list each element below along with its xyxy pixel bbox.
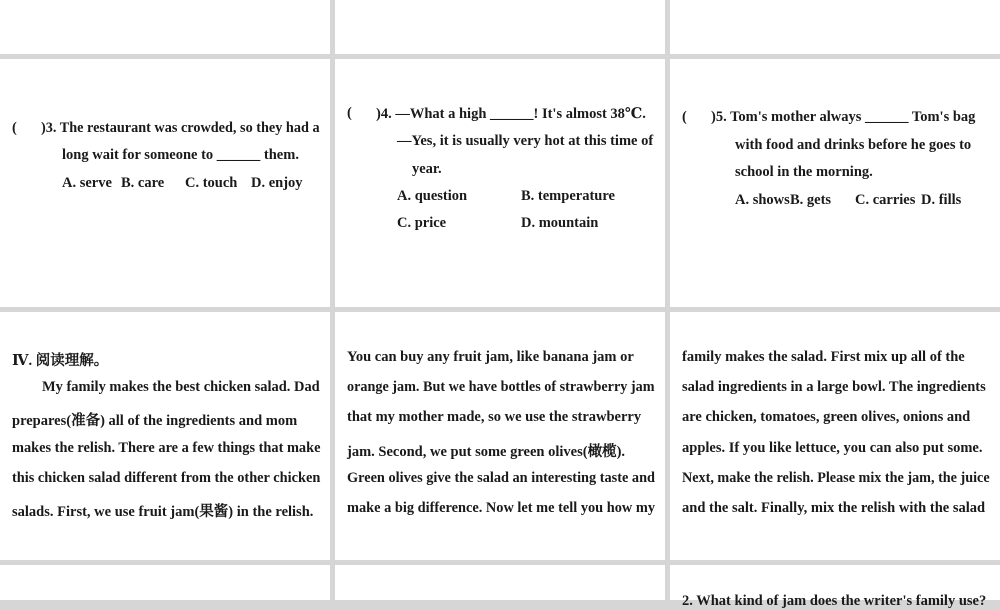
passage-line: Next, make the relish. Please mix the jam, the juice bbox=[682, 470, 990, 486]
answer-bracket[interactable]: ( bbox=[682, 109, 687, 125]
question-stem: )3. The restaurant was crowded, so they had a bbox=[41, 120, 320, 136]
passage-line: apples. If you like lettuce, you can also put some. bbox=[682, 440, 983, 456]
passage-line: makes the relish. There are a few things that make bbox=[12, 440, 321, 456]
option-c: C. touch bbox=[185, 175, 238, 191]
option-c: C. price bbox=[397, 215, 447, 231]
slide-question-4 bbox=[335, 59, 665, 307]
passage-line: prepares(准备) all of the ingredients and mom bbox=[12, 413, 298, 429]
section-heading: Ⅳ. 阅读理解。 bbox=[12, 353, 109, 369]
answer-bracket[interactable]: ( bbox=[12, 120, 17, 136]
slide-question-3 bbox=[0, 59, 330, 307]
reply-line1: —Yes, it is usually very hot at this time of bbox=[397, 133, 654, 149]
passage-line: My family makes the best chicken salad. Dad bbox=[42, 379, 320, 395]
question-stem: )5. Tom's mother always ______ Tom's bag bbox=[711, 109, 976, 125]
option-a: A. question bbox=[397, 188, 468, 204]
slide-top-left bbox=[0, 0, 330, 54]
slide-bottom-middle bbox=[335, 565, 665, 600]
slide-reading-col1 bbox=[0, 312, 330, 560]
question-stem-line3: school in the morning. bbox=[735, 164, 873, 180]
passage-line: jam. Second, we put some green olives(橄榄). bbox=[347, 444, 626, 460]
slide-top-middle bbox=[335, 0, 665, 54]
option-b: B. care bbox=[121, 175, 165, 191]
passage-line: orange jam. But we have bottles of strawberry jam bbox=[347, 379, 655, 395]
slide-bottom-left bbox=[0, 565, 330, 600]
slide-bottom-right bbox=[670, 565, 1000, 609]
question-stem: )4. —What a high ______! It's almost 38℃. bbox=[376, 106, 646, 122]
option-b: B. gets bbox=[790, 192, 832, 208]
option-a: A. shows bbox=[735, 192, 790, 208]
passage-line: that my mother made, so we use the strawberry bbox=[347, 409, 642, 425]
option-d: D. enjoy bbox=[251, 175, 303, 191]
slide-top-right bbox=[670, 0, 1000, 54]
question-stem-line2: with food and drinks before he goes to bbox=[735, 137, 972, 153]
slide-reading-col2 bbox=[335, 312, 665, 560]
partial-question-line: 2. What kind of jam does the writer's family use? bbox=[682, 593, 987, 609]
passage-line: salad ingredients in a large bowl. The ingredients bbox=[682, 379, 986, 395]
option-b: B. temperature bbox=[521, 188, 615, 204]
passage-line: salads. First, we use fruit jam(果酱) in the relish. bbox=[12, 504, 314, 520]
slide-question-5 bbox=[670, 59, 1000, 307]
passage-line: and the salt. Finally, mix the relish with the salad bbox=[682, 500, 986, 516]
answer-bracket[interactable]: ( bbox=[347, 105, 352, 121]
passage-line: Green olives give the salad an interesting taste and bbox=[347, 470, 656, 486]
option-a: A. serve bbox=[62, 175, 112, 191]
option-d: D. mountain bbox=[521, 215, 599, 231]
question-stem-line2: long wait for someone to ______ them. bbox=[62, 147, 299, 163]
slide-reading-col3 bbox=[670, 312, 1000, 560]
passage-line: this chicken salad different from the other chicken bbox=[12, 470, 321, 486]
passage-line: You can buy any fruit jam, like banana jam or bbox=[347, 349, 634, 365]
option-c: C. carries bbox=[855, 192, 916, 208]
option-d: D. fills bbox=[921, 192, 962, 208]
passage-line: make a big difference. Now let me tell you how my bbox=[347, 500, 656, 516]
passage-line: family makes the salad. First mix up all of the bbox=[682, 349, 965, 365]
reply-line2: year. bbox=[412, 161, 442, 177]
passage-line: are chicken, tomatoes, green olives, onions and bbox=[682, 409, 971, 425]
